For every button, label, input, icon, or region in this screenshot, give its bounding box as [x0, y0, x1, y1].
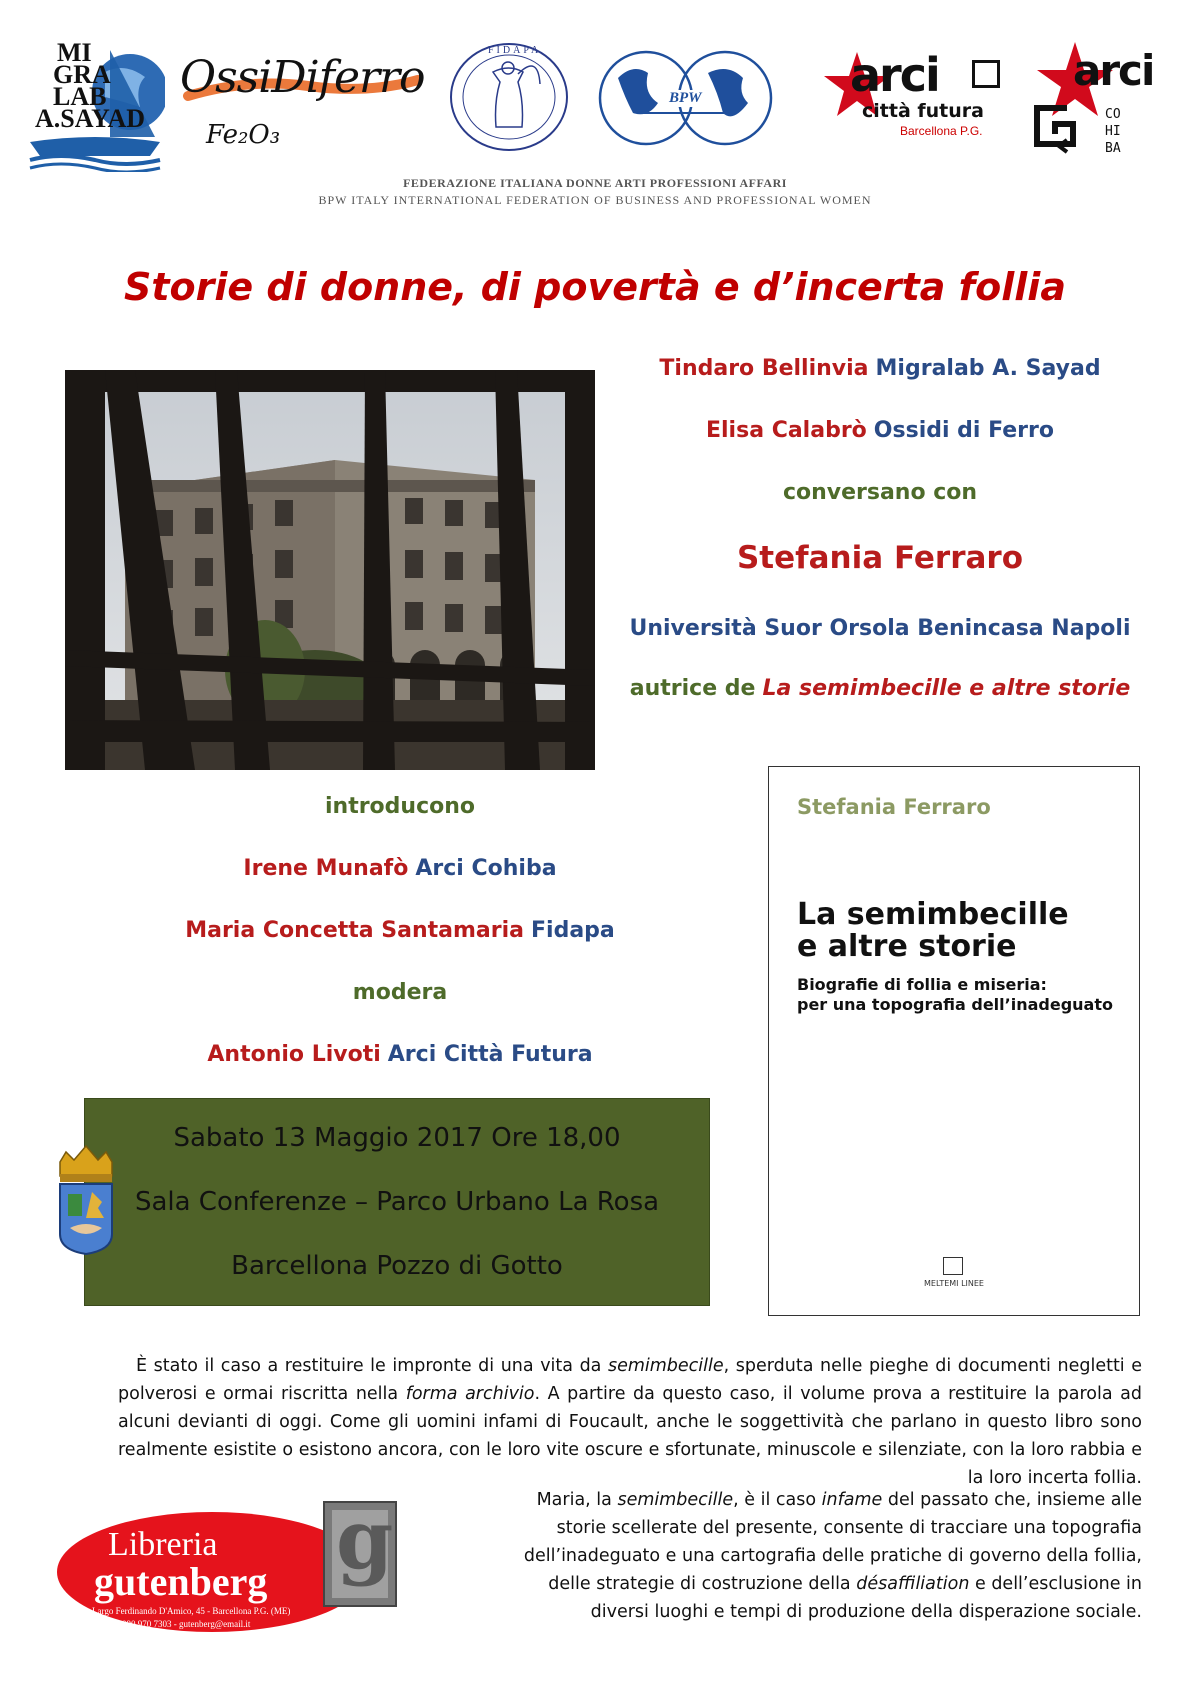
- author-line: [600, 676, 1160, 701]
- book-cover-author: Stefania Ferraro: [797, 795, 991, 819]
- speaker-1: [600, 356, 1160, 381]
- cohiba-spiral-icon: [1027, 100, 1097, 160]
- cohiba-hi: HI: [1105, 124, 1121, 139]
- moderator-org: Arci Città Futura: [387, 1042, 593, 1067]
- italic-run: désaffiliation: [856, 1574, 970, 1594]
- description-paragraph-2: [500, 1486, 1142, 1626]
- cohiba-ba: BA: [1105, 141, 1121, 156]
- arci-cf-place: Barcellona P.G.: [900, 124, 983, 138]
- migralab-text-4: A.SAYAD: [35, 104, 146, 133]
- text-run: , sperduta nelle pieghe di documenti negletti e polverosi e ormai riscritta nella: [118, 1356, 1142, 1404]
- speaker-2: [600, 418, 1160, 443]
- bookstore-letter: g: [336, 1492, 394, 1588]
- book-cover-title-1: La semimbecille: [797, 897, 1069, 932]
- italic-run: infame: [821, 1490, 883, 1510]
- intro-speaker-2-name: Maria Concetta Santamaria: [185, 918, 524, 943]
- intro-speaker-1-org: Arci Cohiba: [415, 856, 557, 881]
- book-cover-subtitle-2: per una topografia dell’inadeguato: [797, 995, 1113, 1014]
- cohiba-co: CO: [1105, 107, 1121, 122]
- bookstore-name-2: gutenberg: [94, 1559, 268, 1604]
- migralab-text-2: GRA: [53, 60, 111, 89]
- federation-line-1: FEDERAZIONE ITALIANA DONNE ARTI PROFESSIONI AFFARI: [403, 176, 787, 190]
- italic-run: semimbecille: [617, 1490, 734, 1510]
- description-paragraph-1: [118, 1352, 1142, 1492]
- speaker-1-org: Migralab A. Sayad: [875, 356, 1101, 381]
- book-cover: [768, 766, 1140, 1316]
- text-run: e dell’esclusione in diversi luoghi e tempi di produzione della disperazione sociale.: [590, 1574, 1142, 1622]
- event-date: Sabato 13 Maggio 2017 Ore 18,00: [173, 1123, 621, 1153]
- bookstore-logo: [52, 1488, 412, 1638]
- migralab-text-1: MI: [57, 38, 92, 67]
- bookstore-name-1: Libreria: [108, 1526, 218, 1563]
- text-run: È stato il caso a restituire le impronte di una vita da: [136, 1356, 608, 1376]
- author-book: La semimbecille e altre storie: [762, 676, 1131, 701]
- fidapa-ring-text: FIDAPA: [488, 45, 542, 56]
- text-run: . A partire da questo caso, il volume prova a restituire la parola ad alcuni devianti di oggi. Come gli uomini infami di Foucault, anche le soggettività che parlano in questo libro sono realmente esistite o esistono ancora, con le loro vite oscure e sfortunate, minuscole e silenziate, con la loro rabbia e la loro incerta follia.: [118, 1384, 1142, 1488]
- guest-affiliation: Università Suor Orsola Benincasa Napoli: [629, 616, 1131, 641]
- ossidiferro-formula: Fe₂O₃: [206, 120, 281, 150]
- event-box: [84, 1098, 710, 1306]
- italic-run: forma archivio: [405, 1384, 535, 1404]
- fidapa-angel-icon: [448, 42, 570, 152]
- migralab-logo: [25, 38, 165, 172]
- text-run: , è il caso: [733, 1490, 822, 1510]
- book-cover-publisher: MELTEMI LINEE: [924, 1279, 984, 1288]
- event-venue: Sala Conferenze – Parco Urbano La Rosa: [134, 1187, 660, 1217]
- bookstore-address: Largo Ferdinando D'Amico, 45 - Barcellona P.G. (ME): [92, 1606, 291, 1616]
- modera-label: modera: [352, 980, 448, 1005]
- arci-cf-square-icon: [972, 60, 1000, 88]
- moderator-name: Antonio Livoti: [207, 1042, 381, 1067]
- intro-speaker-2-org: Fidapa: [531, 918, 615, 943]
- intro-speaker-2: [120, 918, 680, 943]
- event-city: Barcellona Pozzo di Gotto: [231, 1251, 563, 1281]
- speaker-1-name: Tindaro Bellinvia: [659, 356, 869, 381]
- arci-citta-futura-logo: [822, 42, 1002, 142]
- publisher-logo-icon: [943, 1257, 963, 1275]
- bpw-logo: [598, 48, 773, 148]
- bookstore-contacts: 090 970 7303 - gutenberg@email.it: [122, 1619, 251, 1629]
- intro-speaker-1-name: Irene Munafò: [243, 856, 409, 881]
- federation-line-2: BPW ITALY INTERNATIONAL FEDERATION OF BUSINESS AND PROFESSIONAL WOMEN: [318, 193, 872, 207]
- page-title: Storie di donne, di povertà e d’incerta follia: [124, 265, 1066, 309]
- bpw-text: BPW: [666, 90, 705, 107]
- arci-cohiba-logo: [1025, 40, 1165, 170]
- introducono-label: introducono: [324, 794, 476, 819]
- ossidiferro-title: OssiDiferro: [180, 52, 425, 103]
- speaker-2-name: Elisa Calabrò: [705, 418, 867, 443]
- arci-cf-main: arci: [850, 48, 939, 102]
- italic-run: semimbecille: [607, 1356, 724, 1376]
- arci-cohiba-main: arci: [1073, 46, 1154, 95]
- moderator: [120, 1042, 680, 1067]
- conversano-label: conversano con: [782, 480, 978, 505]
- asylum-photo: [65, 370, 595, 770]
- book-cover-title-2: e altre storie: [797, 929, 1017, 964]
- coat-of-arms-icon: [54, 1144, 118, 1256]
- intro-speaker-1: [120, 856, 680, 881]
- fidapa-logo: [448, 42, 570, 152]
- migralab-text-3: LAB: [53, 82, 107, 111]
- speaker-2-org: Ossidi di Ferro: [873, 418, 1054, 443]
- guest-name: Stefania Ferraro: [736, 540, 1023, 576]
- ossidiferro-logo: [180, 52, 430, 162]
- text-run: del passato che, insieme alle storie scellerate del presente, consente di tracciare una topografia dell’inadeguato e una cartografia delle pratiche di governo della follia, delle strategie di costruzione della: [523, 1490, 1142, 1594]
- book-cover-subtitle-1: Biografie di follia e miseria:: [797, 975, 1047, 994]
- text-run: Maria, la: [536, 1490, 618, 1510]
- author-prefix: autrice de: [629, 676, 756, 701]
- arci-cf-sub: città futura: [862, 100, 984, 122]
